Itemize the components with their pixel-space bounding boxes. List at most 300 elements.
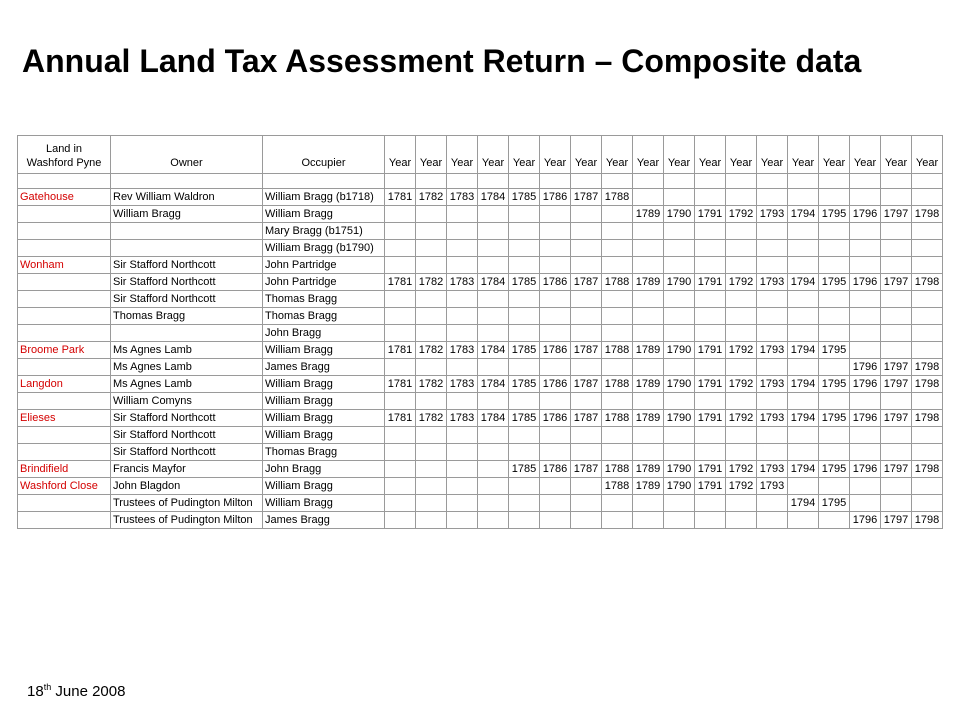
year-cell [788, 257, 819, 274]
year-cell: 1791 [695, 342, 726, 359]
year-cell: 1794 [788, 206, 819, 223]
year-cell [385, 308, 416, 325]
footer-ordinal-suffix: th [43, 682, 52, 692]
year-cell [819, 240, 850, 257]
land-cell: Langdon [18, 376, 111, 393]
year-cell: 1794 [788, 274, 819, 291]
land-tax-table [17, 135, 943, 529]
year-cell [695, 189, 726, 206]
year-cell: 1795 [819, 274, 850, 291]
year-cell: 1782 [416, 410, 447, 427]
year-cell [447, 325, 478, 342]
year-header: Year [571, 136, 602, 174]
occupier-cell: William Bragg [263, 342, 385, 359]
year-cell [881, 189, 912, 206]
year-cell: 1797 [881, 410, 912, 427]
year-cell [509, 206, 540, 223]
year-cell [664, 495, 695, 512]
year-cell: 1796 [850, 359, 881, 376]
year-cell [540, 325, 571, 342]
year-cell [726, 223, 757, 240]
blank-cell [385, 174, 416, 189]
year-cell: 1789 [633, 461, 664, 478]
blank-cell [695, 174, 726, 189]
year-cell: 1782 [416, 274, 447, 291]
year-cell: 1787 [571, 461, 602, 478]
occupier-cell: William Bragg (b1718) [263, 189, 385, 206]
year-cell: 1790 [664, 376, 695, 393]
year-cell [633, 444, 664, 461]
table-row [18, 359, 943, 376]
year-cell [416, 325, 447, 342]
year-cell [633, 512, 664, 529]
year-cell [788, 478, 819, 495]
land-cell [18, 308, 111, 325]
year-cell: 1798 [912, 376, 943, 393]
year-cell: 1793 [757, 376, 788, 393]
year-cell: 1792 [726, 410, 757, 427]
year-header: Year [695, 136, 726, 174]
year-cell [788, 427, 819, 444]
year-cell [881, 444, 912, 461]
owner-header: Owner [111, 136, 263, 174]
land-cell [18, 223, 111, 240]
year-cell [385, 393, 416, 410]
year-cell [664, 512, 695, 529]
year-cell [726, 189, 757, 206]
year-cell: 1782 [416, 376, 447, 393]
owner-cell: Ms Agnes Lamb [111, 342, 263, 359]
year-cell: 1786 [540, 410, 571, 427]
year-cell [478, 206, 509, 223]
year-cell: 1798 [912, 512, 943, 529]
year-cell [509, 325, 540, 342]
year-cell: 1784 [478, 274, 509, 291]
year-cell [540, 444, 571, 461]
table-row [18, 189, 943, 206]
year-cell: 1797 [881, 376, 912, 393]
year-cell [602, 359, 633, 376]
year-cell [788, 512, 819, 529]
owner-cell: Trustees of Pudington Milton [111, 512, 263, 529]
blank-cell [726, 174, 757, 189]
year-cell [850, 325, 881, 342]
year-cell [416, 308, 447, 325]
land-cell: Washford Close [18, 478, 111, 495]
year-cell [850, 291, 881, 308]
blank-cell [447, 174, 478, 189]
year-cell: 1783 [447, 274, 478, 291]
table-body [18, 174, 943, 529]
year-cell: 1790 [664, 342, 695, 359]
year-cell [447, 495, 478, 512]
year-cell [509, 291, 540, 308]
year-cell [416, 206, 447, 223]
year-cell [757, 444, 788, 461]
year-cell [571, 393, 602, 410]
year-cell [664, 308, 695, 325]
year-cell [850, 444, 881, 461]
year-cell: 1789 [633, 206, 664, 223]
year-cell [726, 495, 757, 512]
table-row [18, 274, 943, 291]
year-cell [385, 478, 416, 495]
year-cell [571, 427, 602, 444]
year-cell [912, 257, 943, 274]
year-cell: 1782 [416, 189, 447, 206]
year-cell [571, 257, 602, 274]
year-cell [540, 427, 571, 444]
land-cell [18, 240, 111, 257]
year-cell [664, 291, 695, 308]
year-cell [540, 495, 571, 512]
year-cell [695, 308, 726, 325]
year-cell [788, 189, 819, 206]
table-row [18, 444, 943, 461]
occupier-cell: Thomas Bragg [263, 444, 385, 461]
year-cell [633, 189, 664, 206]
year-cell [602, 291, 633, 308]
year-cell [385, 291, 416, 308]
year-cell [695, 495, 726, 512]
year-cell [788, 444, 819, 461]
year-cell [540, 240, 571, 257]
year-cell [819, 308, 850, 325]
year-cell: 1785 [509, 274, 540, 291]
year-cell [881, 257, 912, 274]
year-cell: 1796 [850, 410, 881, 427]
land-cell [18, 495, 111, 512]
year-cell: 1793 [757, 206, 788, 223]
year-cell [416, 257, 447, 274]
year-cell [602, 325, 633, 342]
blank-row [18, 174, 943, 189]
year-cell: 1783 [447, 410, 478, 427]
year-cell [416, 291, 447, 308]
year-cell [385, 257, 416, 274]
year-cell [850, 393, 881, 410]
year-cell: 1784 [478, 376, 509, 393]
year-cell [571, 206, 602, 223]
year-header: Year [509, 136, 540, 174]
year-cell: 1785 [509, 376, 540, 393]
land-cell [18, 325, 111, 342]
year-cell: 1795 [819, 495, 850, 512]
year-cell [385, 240, 416, 257]
year-cell [757, 393, 788, 410]
table-row [18, 495, 943, 512]
year-cell: 1791 [695, 410, 726, 427]
year-cell [726, 308, 757, 325]
year-cell [633, 495, 664, 512]
owner-cell: Sir Stafford Northcott [111, 274, 263, 291]
occupier-cell: Thomas Bragg [263, 291, 385, 308]
year-cell [571, 223, 602, 240]
year-cell [850, 427, 881, 444]
year-cell [912, 495, 943, 512]
year-cell: 1784 [478, 189, 509, 206]
year-cell [416, 461, 447, 478]
year-cell: 1798 [912, 410, 943, 427]
year-cell: 1785 [509, 461, 540, 478]
year-cell [633, 240, 664, 257]
year-cell: 1798 [912, 206, 943, 223]
owner-cell [111, 325, 263, 342]
year-cell: 1789 [633, 478, 664, 495]
year-cell: 1788 [602, 376, 633, 393]
year-cell: 1797 [881, 206, 912, 223]
year-cell [664, 325, 695, 342]
year-cell [819, 223, 850, 240]
table-row [18, 223, 943, 240]
owner-cell [111, 240, 263, 257]
year-cell: 1791 [695, 376, 726, 393]
year-cell [571, 325, 602, 342]
year-cell: 1790 [664, 478, 695, 495]
year-cell [478, 393, 509, 410]
year-cell: 1798 [912, 359, 943, 376]
table-row [18, 478, 943, 495]
year-cell: 1783 [447, 189, 478, 206]
year-cell: 1791 [695, 461, 726, 478]
table-row [18, 342, 943, 359]
year-cell [819, 427, 850, 444]
year-cell [571, 495, 602, 512]
year-header: Year [478, 136, 509, 174]
year-cell [385, 461, 416, 478]
year-cell: 1794 [788, 410, 819, 427]
year-cell [912, 223, 943, 240]
year-cell [819, 325, 850, 342]
year-cell [447, 393, 478, 410]
occupier-cell: William Bragg [263, 478, 385, 495]
year-cell [726, 512, 757, 529]
land-cell [18, 206, 111, 223]
year-cell: 1795 [819, 342, 850, 359]
year-cell: 1793 [757, 342, 788, 359]
year-cell: 1787 [571, 274, 602, 291]
owner-cell [111, 223, 263, 240]
occupier-cell: James Bragg [263, 359, 385, 376]
year-header: Year [447, 136, 478, 174]
year-cell [819, 478, 850, 495]
year-cell: 1786 [540, 342, 571, 359]
occupier-cell: John Partridge [263, 274, 385, 291]
year-cell [633, 359, 664, 376]
year-cell [726, 291, 757, 308]
year-cell [447, 308, 478, 325]
year-cell [602, 512, 633, 529]
year-cell [850, 308, 881, 325]
footer-day: 18 [27, 683, 44, 700]
year-cell [819, 257, 850, 274]
year-cell [788, 308, 819, 325]
year-cell [819, 189, 850, 206]
year-cell: 1786 [540, 274, 571, 291]
owner-cell: Ms Agnes Lamb [111, 376, 263, 393]
year-cell: 1785 [509, 189, 540, 206]
year-cell: 1789 [633, 376, 664, 393]
year-cell [881, 240, 912, 257]
blank-cell [819, 174, 850, 189]
occupier-cell: Thomas Bragg [263, 308, 385, 325]
blank-cell [509, 174, 540, 189]
owner-cell: Sir Stafford Northcott [111, 444, 263, 461]
year-cell: 1788 [602, 342, 633, 359]
blank-cell [478, 174, 509, 189]
year-cell: 1785 [509, 410, 540, 427]
year-cell [385, 495, 416, 512]
year-cell [478, 325, 509, 342]
owner-cell: John Blagdon [111, 478, 263, 495]
year-cell [478, 257, 509, 274]
year-cell: 1786 [540, 376, 571, 393]
year-cell: 1793 [757, 461, 788, 478]
year-cell [664, 444, 695, 461]
year-cell: 1796 [850, 461, 881, 478]
year-cell: 1796 [850, 376, 881, 393]
year-cell [912, 240, 943, 257]
occupier-cell: William Bragg [263, 393, 385, 410]
year-cell [540, 308, 571, 325]
year-cell [447, 461, 478, 478]
year-cell: 1785 [509, 342, 540, 359]
year-cell: 1792 [726, 206, 757, 223]
year-cell [912, 444, 943, 461]
year-cell [757, 495, 788, 512]
table-row [18, 512, 943, 529]
year-cell [881, 291, 912, 308]
blank-cell [664, 174, 695, 189]
year-cell: 1783 [447, 376, 478, 393]
year-cell [819, 359, 850, 376]
year-cell [757, 189, 788, 206]
blank-cell [540, 174, 571, 189]
year-cell [509, 495, 540, 512]
year-cell [509, 308, 540, 325]
year-cell [478, 444, 509, 461]
year-cell [912, 325, 943, 342]
year-cell [416, 478, 447, 495]
year-cell [509, 444, 540, 461]
year-cell: 1790 [664, 461, 695, 478]
year-cell [819, 444, 850, 461]
blank-cell [602, 174, 633, 189]
year-header: Year [602, 136, 633, 174]
land-cell [18, 359, 111, 376]
year-cell [695, 291, 726, 308]
year-cell: 1796 [850, 512, 881, 529]
year-cell [757, 240, 788, 257]
year-cell: 1792 [726, 342, 757, 359]
slide-title: Annual Land Tax Assessment Return – Composite data [22, 43, 862, 79]
year-cell [664, 359, 695, 376]
year-cell: 1794 [788, 495, 819, 512]
year-cell [850, 478, 881, 495]
land-cell [18, 291, 111, 308]
table-row [18, 308, 943, 325]
year-cell [447, 257, 478, 274]
year-cell [819, 393, 850, 410]
year-cell: 1798 [912, 461, 943, 478]
year-cell [695, 223, 726, 240]
year-cell [416, 495, 447, 512]
year-cell [385, 427, 416, 444]
year-cell [664, 257, 695, 274]
table-row [18, 393, 943, 410]
year-cell [881, 427, 912, 444]
year-cell: 1795 [819, 461, 850, 478]
year-header: Year [385, 136, 416, 174]
year-header: Year [664, 136, 695, 174]
year-cell [416, 427, 447, 444]
year-cell: 1798 [912, 274, 943, 291]
footer-month-year: June 2008 [55, 683, 126, 700]
year-cell [385, 359, 416, 376]
year-cell [757, 427, 788, 444]
land-cell: Wonham [18, 257, 111, 274]
year-cell [912, 291, 943, 308]
table-row [18, 410, 943, 427]
year-cell [540, 257, 571, 274]
year-cell [416, 393, 447, 410]
year-cell: 1787 [571, 376, 602, 393]
table-row [18, 376, 943, 393]
year-cell: 1781 [385, 376, 416, 393]
year-cell [571, 359, 602, 376]
year-cell [788, 223, 819, 240]
year-cell: 1792 [726, 461, 757, 478]
land-header [18, 136, 111, 174]
year-cell [757, 512, 788, 529]
year-cell [695, 257, 726, 274]
land-header-line-1: Land in [45, 143, 83, 155]
year-cell [602, 393, 633, 410]
year-cell: 1789 [633, 274, 664, 291]
year-cell: 1789 [633, 410, 664, 427]
year-cell [726, 325, 757, 342]
year-header: Year [540, 136, 571, 174]
year-cell [726, 359, 757, 376]
year-cell: 1788 [602, 189, 633, 206]
year-cell [695, 512, 726, 529]
year-cell: 1792 [726, 478, 757, 495]
year-cell: 1782 [416, 342, 447, 359]
owner-cell: Francis Mayfor [111, 461, 263, 478]
year-cell [726, 393, 757, 410]
year-header: Year [757, 136, 788, 174]
year-cell: 1797 [881, 512, 912, 529]
year-cell [385, 223, 416, 240]
year-cell: 1795 [819, 206, 850, 223]
land-cell: Elieses [18, 410, 111, 427]
year-cell: 1781 [385, 274, 416, 291]
year-cell [912, 427, 943, 444]
year-cell: 1789 [633, 342, 664, 359]
year-cell [912, 342, 943, 359]
year-cell [447, 427, 478, 444]
table-header [18, 136, 943, 174]
year-cell [881, 325, 912, 342]
year-cell [664, 393, 695, 410]
year-cell [602, 240, 633, 257]
year-cell [664, 240, 695, 257]
year-cell: 1787 [571, 410, 602, 427]
year-cell [757, 325, 788, 342]
year-cell [695, 359, 726, 376]
year-cell: 1781 [385, 189, 416, 206]
year-cell: 1788 [602, 478, 633, 495]
